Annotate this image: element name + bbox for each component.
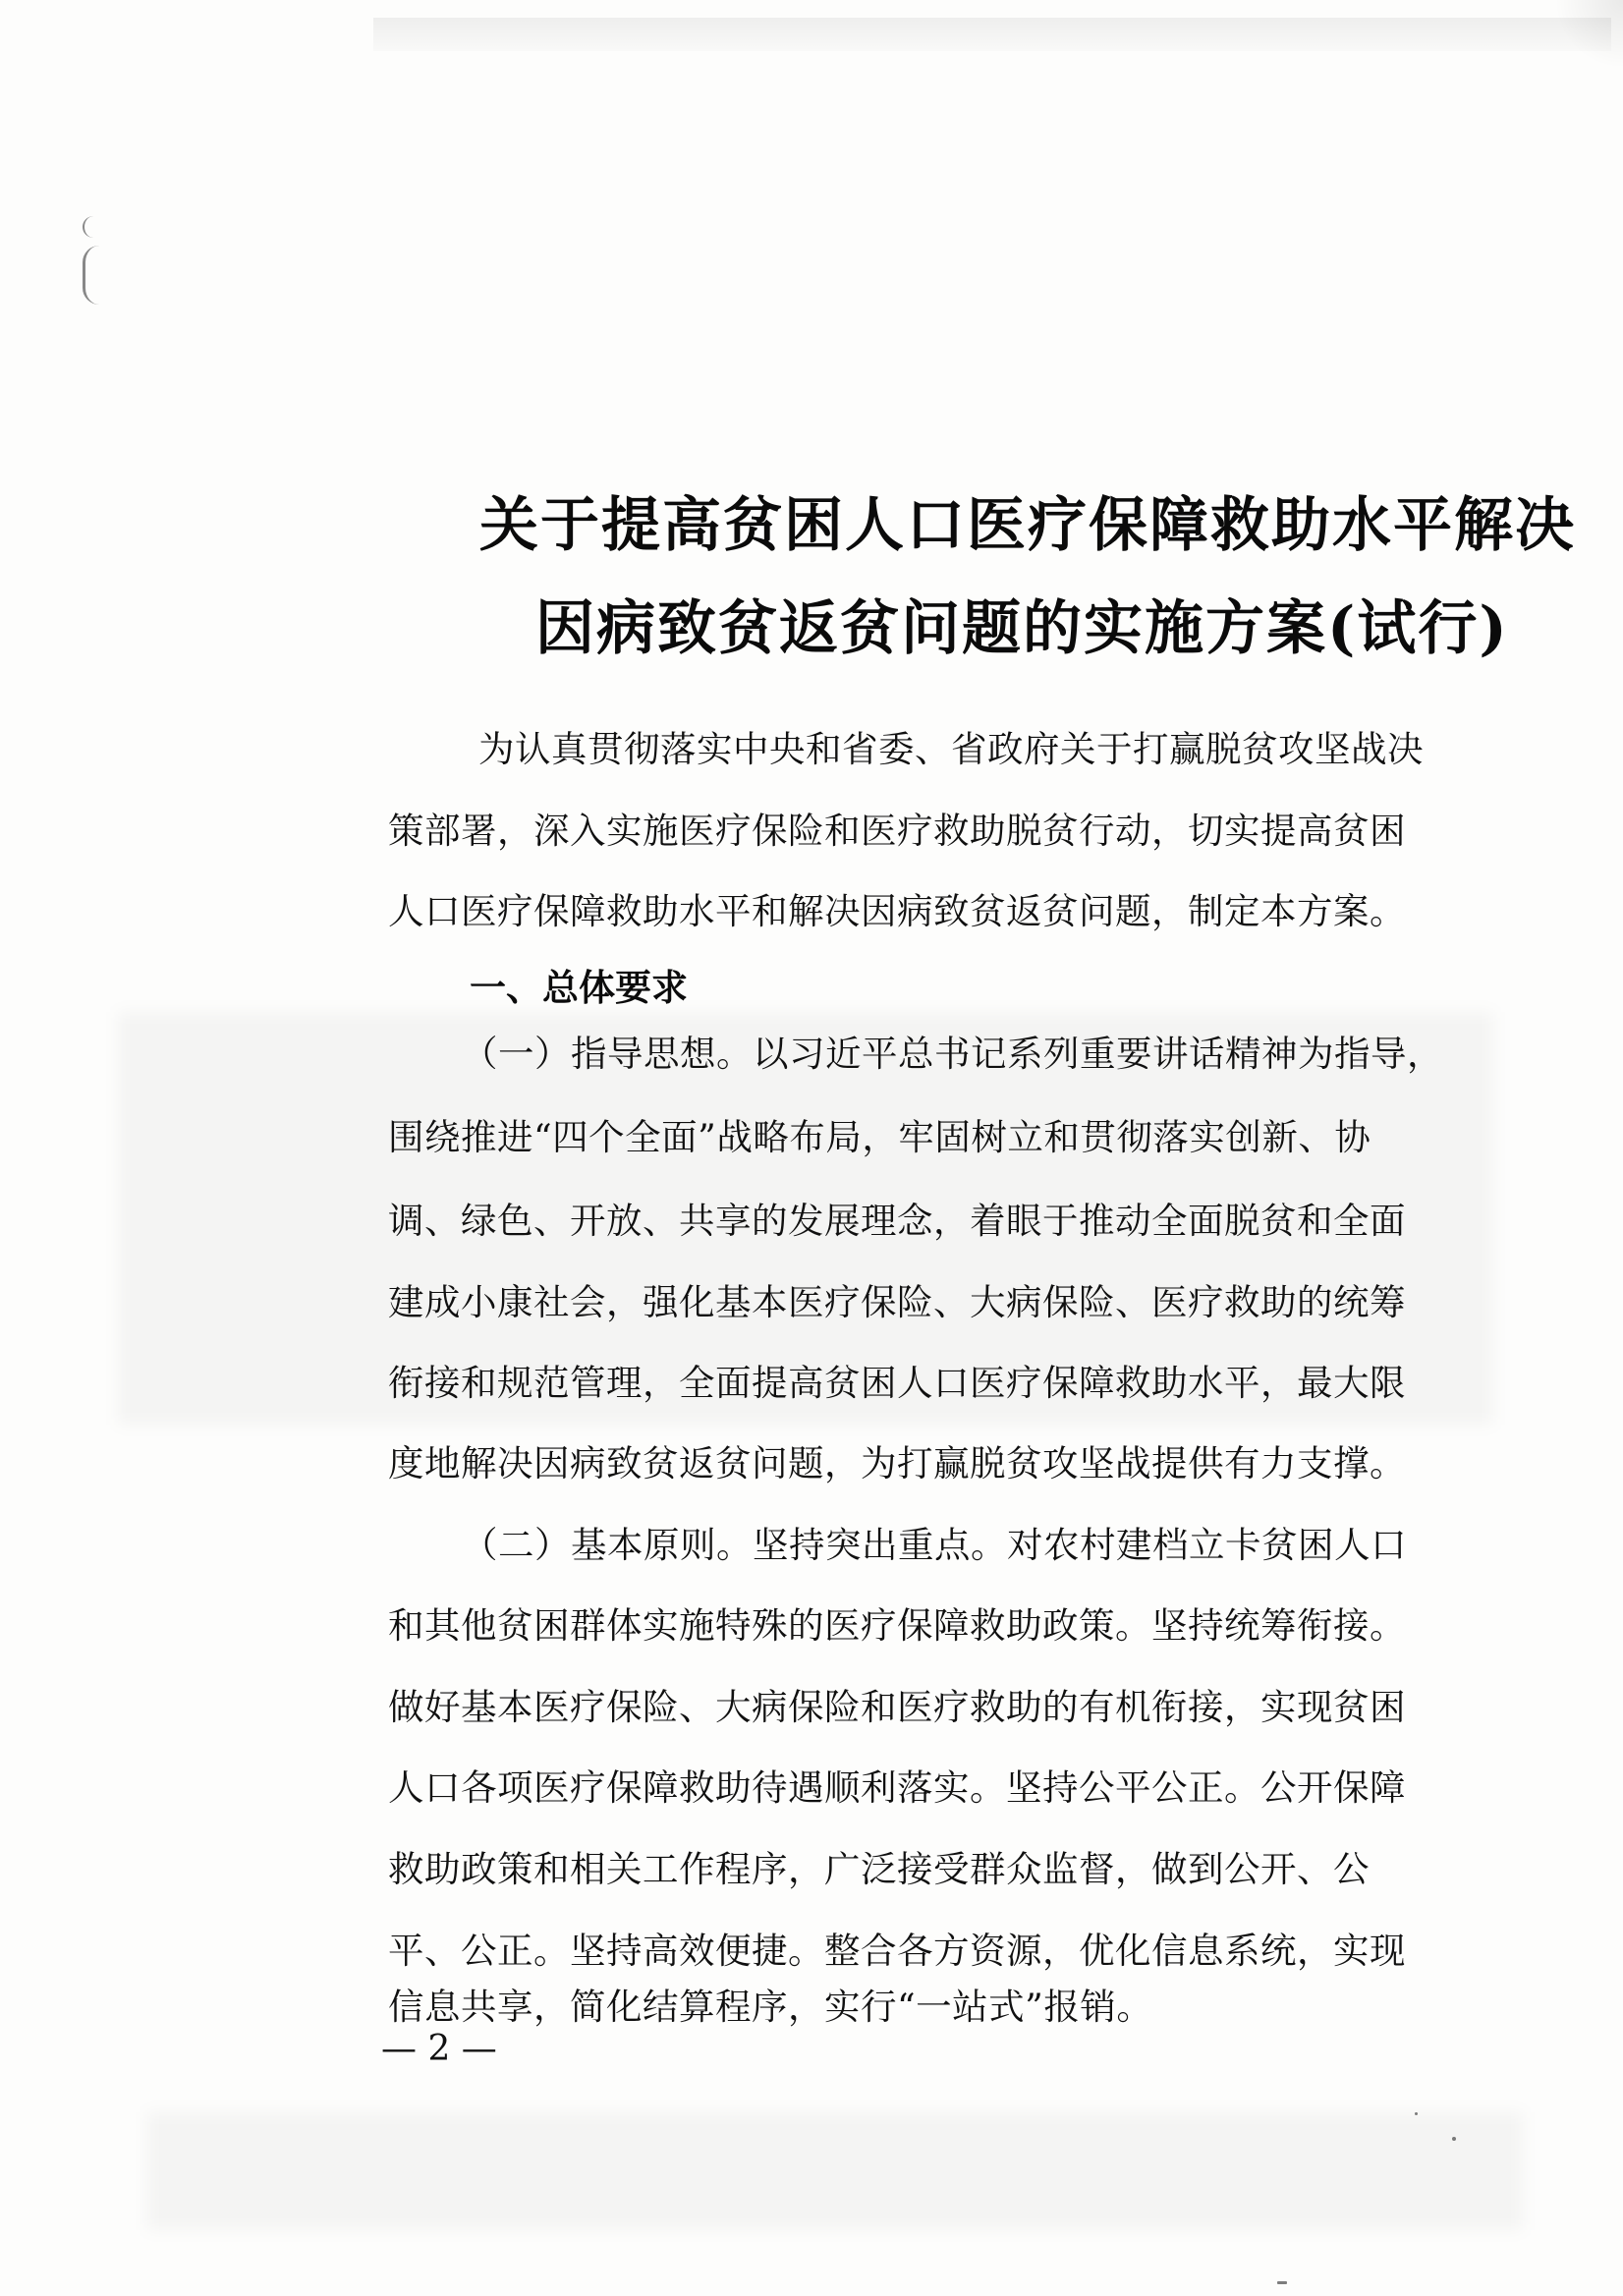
scan-speck bbox=[1415, 2112, 1418, 2115]
paragraph-line: 度地解决因病致贫返贫问题，为打赢脱贫攻坚战提供有力支撑。 bbox=[388, 1442, 1406, 1484]
scan-shadow-corner bbox=[1554, 0, 1623, 69]
paragraph-line: 衔接和规范管理，全面提高贫困人口医疗保障救助水平，最大限 bbox=[388, 1362, 1406, 1404]
paragraph-line: （二）基本原则。坚持突出重点。对农村建档立卡贫困人口 bbox=[462, 1524, 1407, 1566]
scan-shadow-top bbox=[373, 18, 1611, 51]
scan-mark bbox=[83, 246, 99, 305]
show-through-shadow bbox=[147, 2112, 1523, 2230]
document-title-line-2: 因病致贫返贫问题的实施方案(试行) bbox=[535, 594, 1509, 663]
paragraph-line: 救助政策和相关工作程序，广泛接受群众监督，做到公开、公 bbox=[388, 1848, 1370, 1890]
paragraph-line: 平、公正。坚持高效便捷。整合各方资源，优化信息系统，实现 bbox=[388, 1930, 1406, 1972]
page-number: — 2 — bbox=[381, 2029, 497, 2069]
scan-speck bbox=[1277, 2281, 1287, 2284]
section-heading: 一、总体要求 bbox=[470, 966, 688, 1009]
paragraph-line: 为认真贯彻落实中央和省委、省政府关于打赢脱贫攻坚战决 bbox=[478, 728, 1424, 770]
paragraph-line: 调、绿色、开放、共享的发展理念，着眼于推动全面脱贫和全面 bbox=[388, 1200, 1406, 1242]
paragraph-line: 人口各项医疗保障救助待遇顺利落实。坚持公平公正。公开保障 bbox=[388, 1766, 1406, 1809]
paragraph-line: 人口医疗保障救助水平和解决因病致贫返贫问题，制定本方案。 bbox=[388, 890, 1406, 932]
paragraph-line: 围绕推进“四个全面”战略布局，牢固树立和贯彻落实创新、协 bbox=[388, 1116, 1371, 1158]
scan-mark bbox=[83, 216, 98, 238]
paragraph-line: （一）指导思想。以习近平总书记系列重要讲话精神为指导， bbox=[462, 1033, 1443, 1075]
paragraph-line: 做好基本医疗保险、大病保险和医疗救助的有机衔接，实现贫困 bbox=[388, 1686, 1406, 1728]
scan-speck bbox=[1452, 2137, 1456, 2141]
paragraph-line: 信息共享，简化结算程序，实行“一站式”报销。 bbox=[388, 1986, 1153, 2028]
paragraph-line: 建成小康社会，强化基本医疗保险、大病保险、医疗救助的统筹 bbox=[388, 1281, 1406, 1323]
paragraph-line: 和其他贫困群体实施特殊的医疗保障救助政策。坚持统筹衔接。 bbox=[388, 1604, 1406, 1647]
document-title-line-1: 关于提高贫困人口医疗保障救助水平解决 bbox=[479, 491, 1576, 560]
paragraph-line: 策部署，深入实施医疗保险和医疗救助脱贫行动，切实提高贫困 bbox=[388, 810, 1406, 852]
